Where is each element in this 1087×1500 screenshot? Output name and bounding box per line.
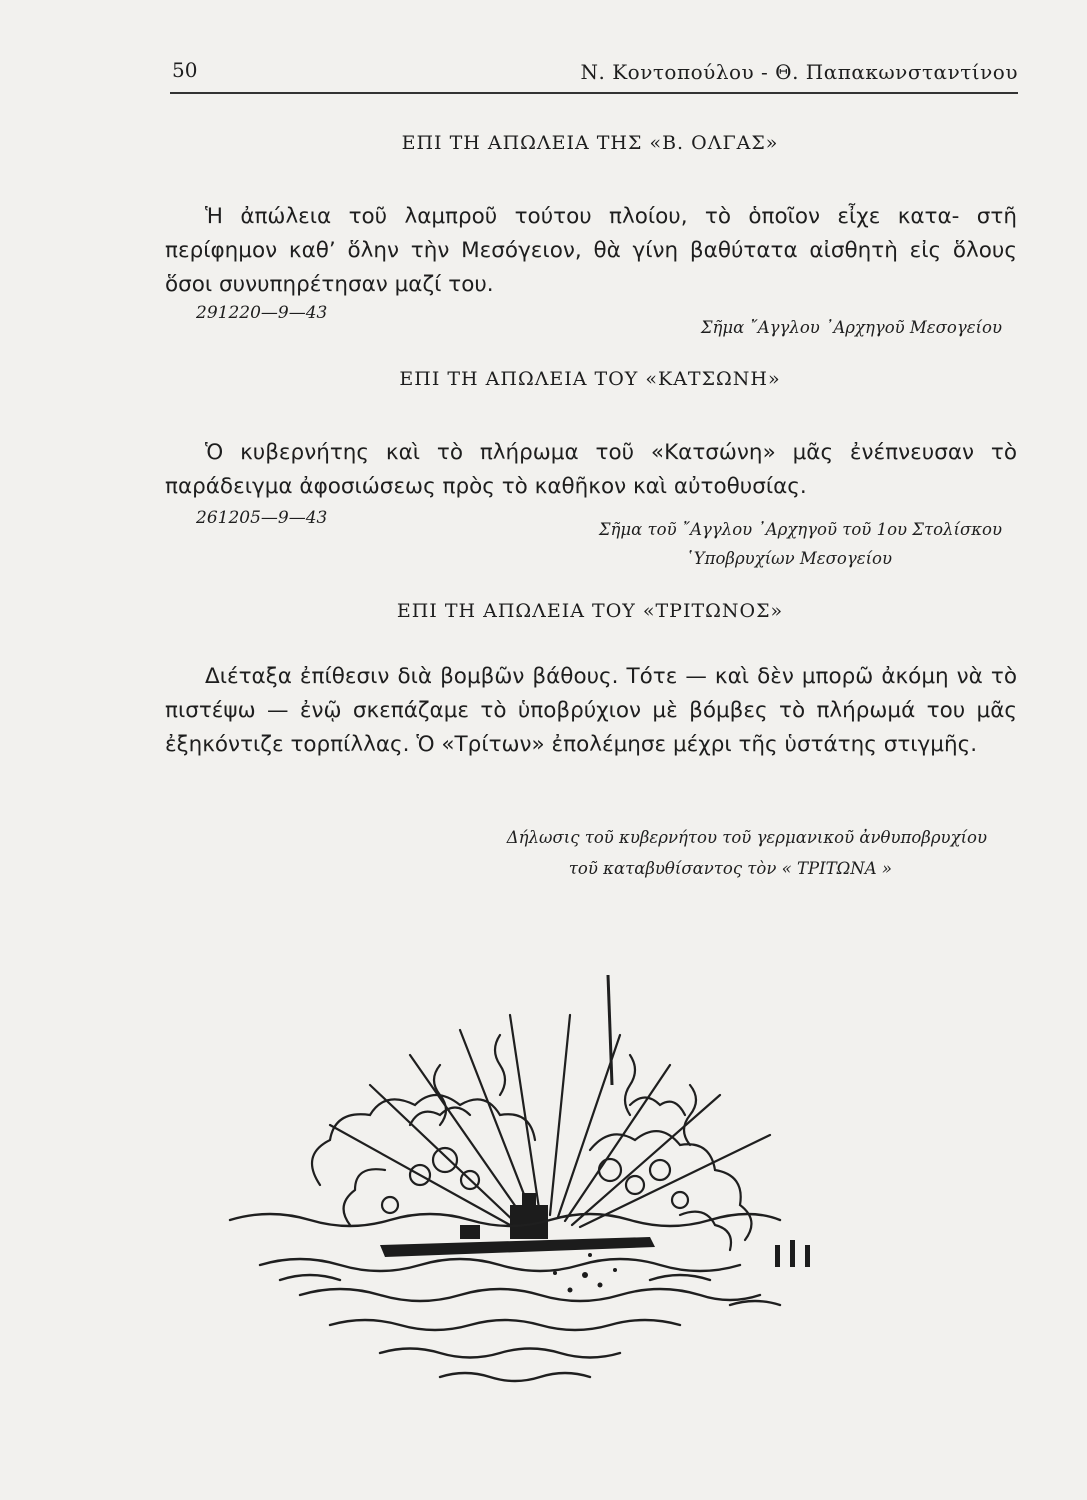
signature-olga: Σῆμα ῎Αγγλου ᾿Αρχηγοῦ Μεσογείου: [700, 318, 1002, 337]
section-title-triton: ΕΠΙ ΤΗ ΑΠΩΛΕΙΑ ΤΟΥ «ΤΡΙΤΩΝΟΣ»: [396, 600, 784, 622]
header-rule: [170, 92, 1018, 94]
depth-charge-explosion-icon: [210, 975, 850, 1395]
running-head: Ν. Κοντοπούλου - Θ. Παπακωνσταντίνου: [580, 60, 1018, 84]
text-line: ἀκόμη νὰ τὸ πιστέψω — ἐνῷ σκεπάζαμε τὸ ὑποβρύχιον μὲ βόμβες: [165, 664, 1017, 723]
section-title-olga: ΕΠΙ ΤΗ ΑΠΩΛΕΙΑ ΤΗΣ «Β. ΟΛΓΑΣ»: [401, 132, 779, 154]
signature-triton-line1: Δήλωσις τοῦ κυβερνήτου τοῦ γερμανικοῦ ἀνθυποβρυχίου: [506, 828, 987, 847]
section-text-olga: [165, 200, 1017, 302]
text-line: Ὁ κυβερνήτης καὶ τὸ πλήρωμα τοῦ «Κατσώνη» μᾶς ἐνέπνευσαν: [205, 440, 975, 465]
page-header: [170, 56, 1018, 96]
reference-code-olga: 291220—9—43: [196, 303, 328, 323]
text-line: τὸ πλήρωμά του μᾶς ἐξηκόντιζε τορπίλλας. Ὁ «Τρίτων» ἐπολέμησε: [165, 698, 1017, 757]
text-line: Διέταξα ἐπίθεσιν διὰ βομβῶν βάθους. Τότε — καὶ δὲν μπορῶ: [205, 664, 874, 689]
section-text-katsonis: [165, 436, 1017, 504]
reference-code-katsonis: 261205—9—43: [196, 508, 328, 528]
text-line: εἰς ὅλους ὅσοι συνυπηρέτησαν μαζί του.: [165, 238, 1017, 297]
section-text-triton: [165, 660, 1017, 762]
text-line: Ἡ ἀπώλεια τοῦ λαμπροῦ τούτου πλοίου, τὸ ὁποῖον εἶχε κατα-: [205, 204, 960, 229]
text-line: τὸ παράδειγμα ἀφοσιώσεως πρὸς τὸ καθῆκον καὶ αὐτοθυσίας.: [165, 440, 1017, 499]
page-number: 50: [172, 58, 198, 82]
signature-katsonis-line1: Σῆμα τοῦ ῎Αγγλου ᾿Αρχηγοῦ τοῦ 1ου Στολίσκου: [598, 520, 1002, 539]
text-line: στῆ περίφημον καθ’ ὅλην τὴν Μεσόγειον, θὰ γίνη βαθύτατα αἰσθητὴ: [165, 204, 1017, 263]
text-line: μέχρι τῆς ὑστάτης στιγμῆς.: [673, 732, 978, 757]
signature-triton-line2: τοῦ καταβυθίσαντος τὸν « ΤΡΙΤΩΝΑ »: [568, 859, 892, 878]
signature-katsonis-line2: ῾Υποβρυχίων Μεσογείου: [685, 549, 892, 568]
section-title-katsonis: ΕΠΙ ΤΗ ΑΠΩΛΕΙΑ ΤΟΥ «ΚΑΤΣΩΝΗ»: [399, 368, 781, 390]
